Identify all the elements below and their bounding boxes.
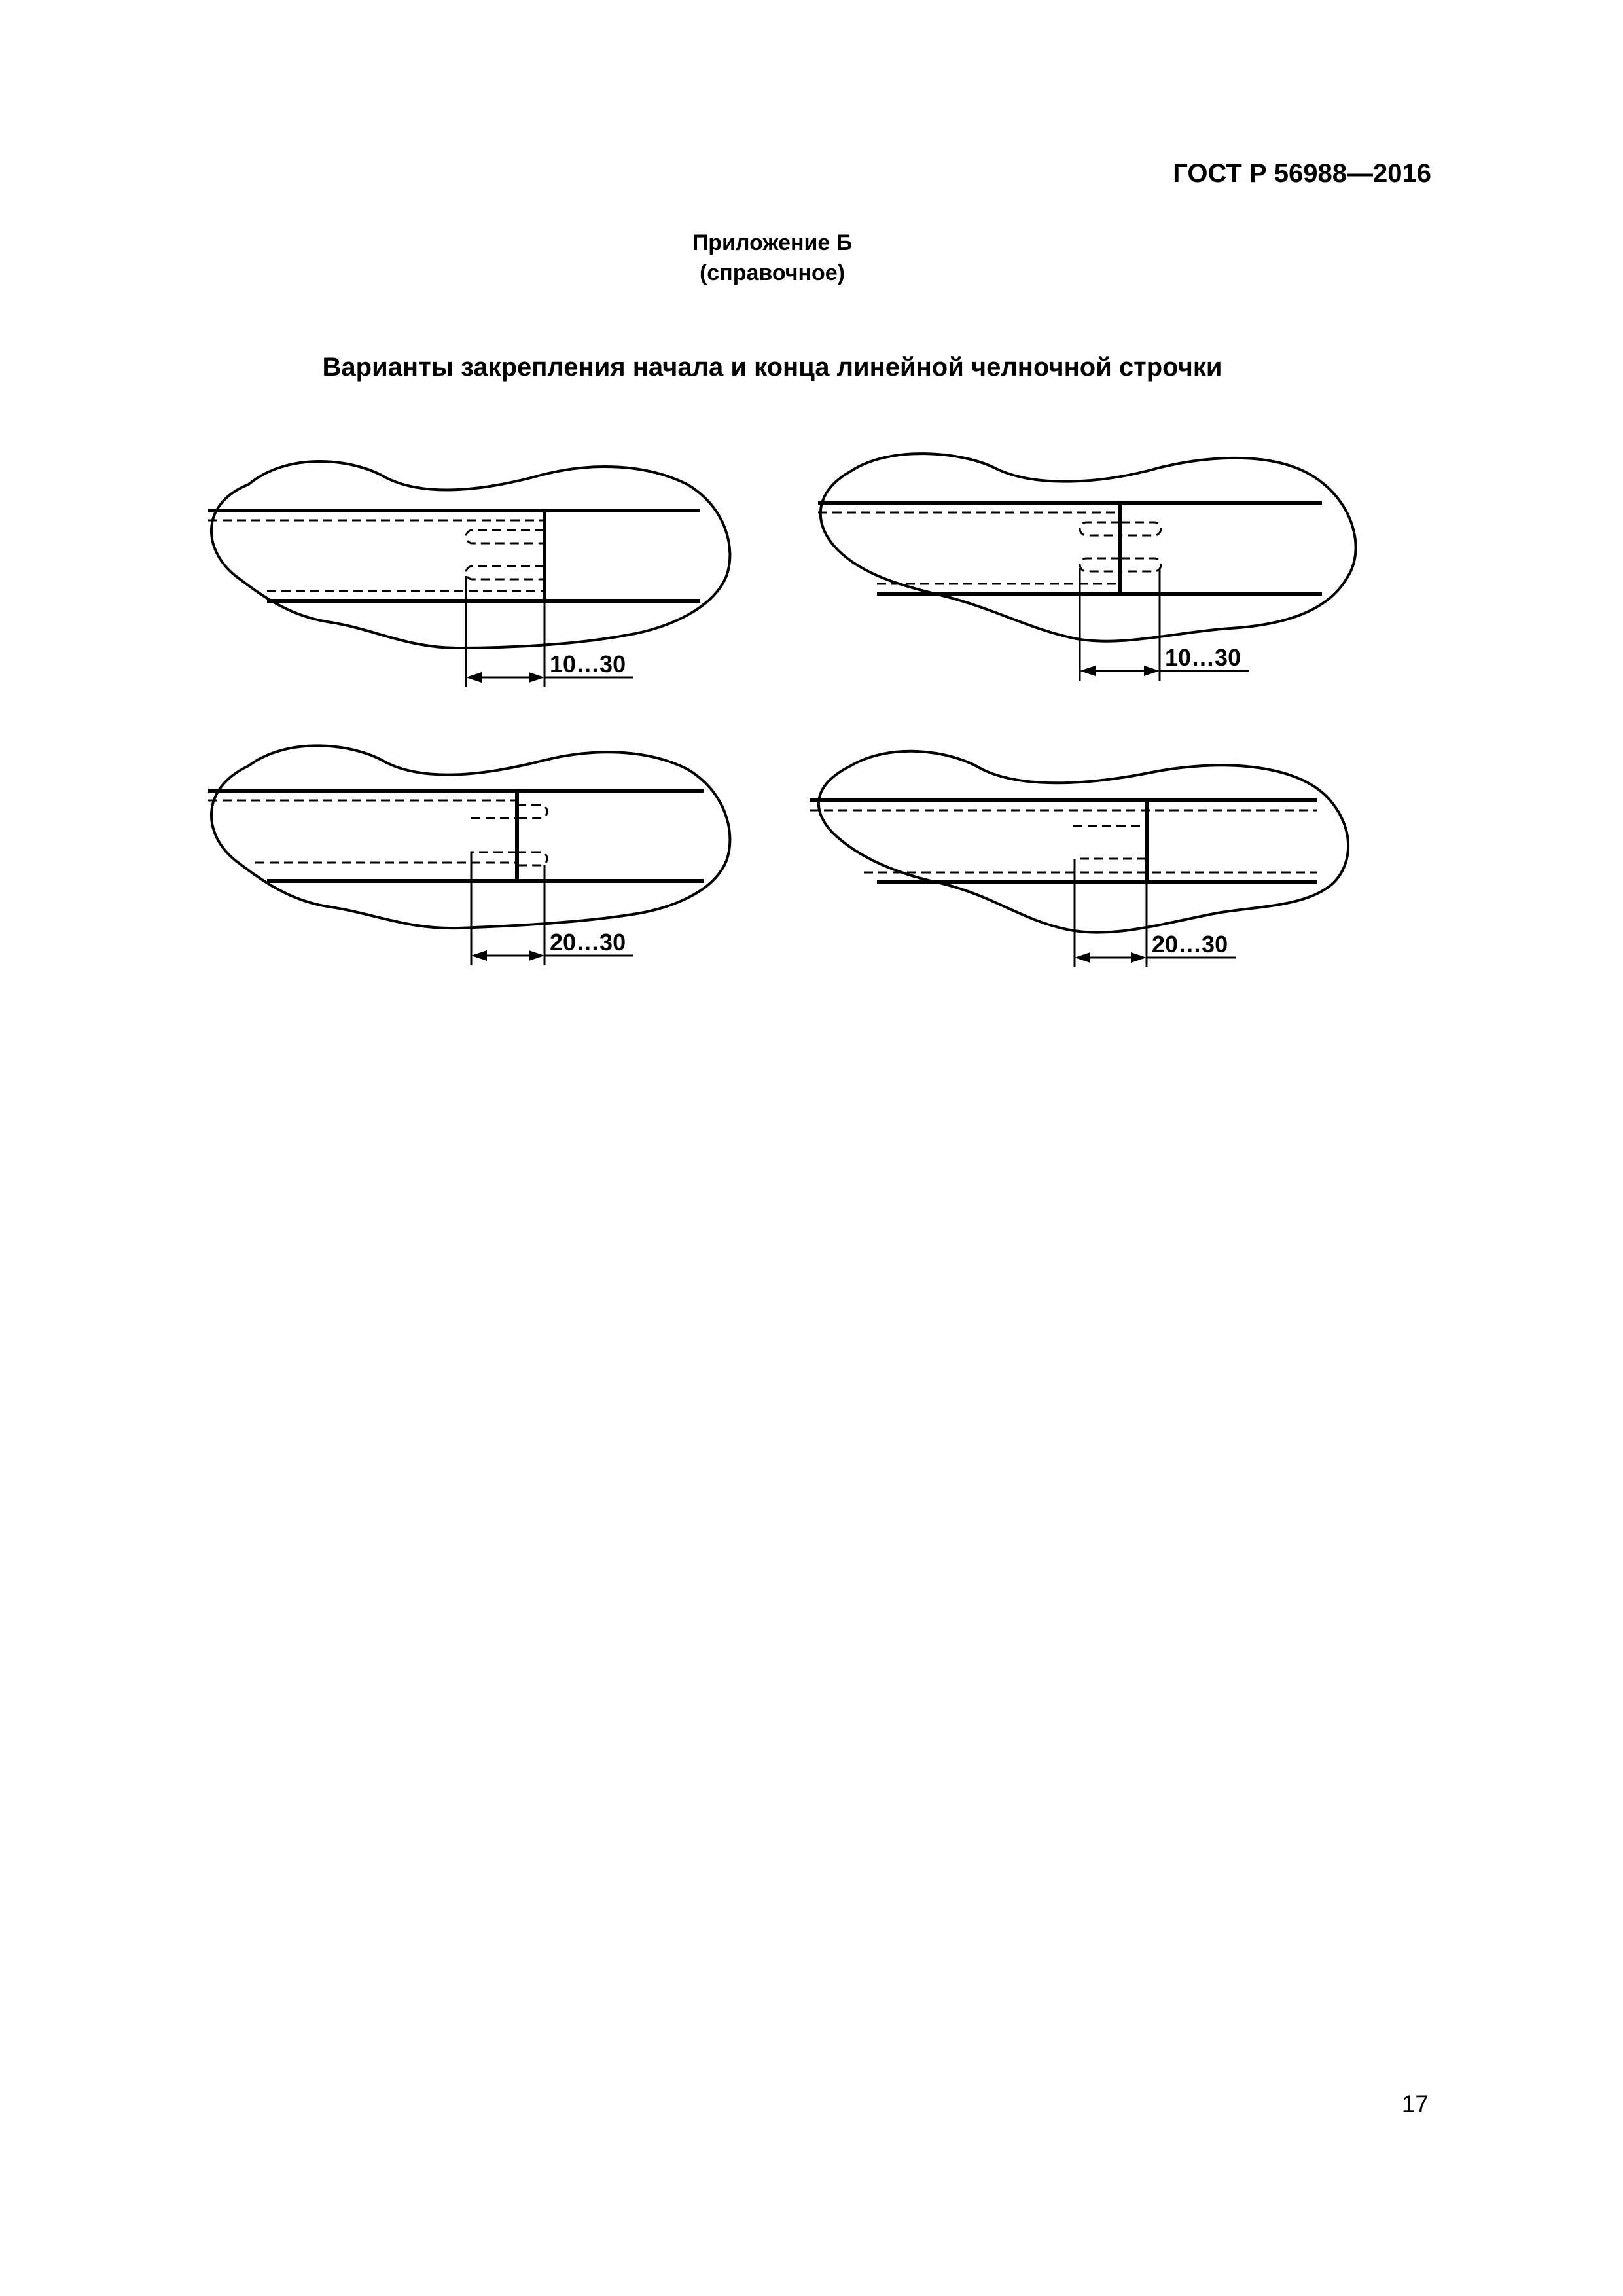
- figure-title: Варианты закрепления начала и конца линейной челночной строчки: [322, 353, 1222, 382]
- fabric-outline: [211, 461, 730, 648]
- variant-1-diagram: [208, 461, 730, 687]
- document-code: ГОСТ Р 56988—2016: [1173, 159, 1431, 188]
- dimension-label: 20…30: [550, 929, 626, 956]
- page-number: 17: [1401, 2090, 1429, 2117]
- appendix-label: Приложение Б: [692, 230, 853, 255]
- dimension-label: 10…30: [1165, 644, 1241, 671]
- variant-4-diagram: [810, 751, 1348, 967]
- fabric-outline: [819, 751, 1348, 933]
- variant-2-diagram: [818, 454, 1356, 681]
- variant-3-diagram: [208, 745, 730, 965]
- dimension-label: 10…30: [550, 651, 626, 677]
- appendix-kind: (справочное): [699, 260, 846, 285]
- dimension-label: 20…30: [1152, 931, 1228, 958]
- fabric-outline: [821, 454, 1356, 641]
